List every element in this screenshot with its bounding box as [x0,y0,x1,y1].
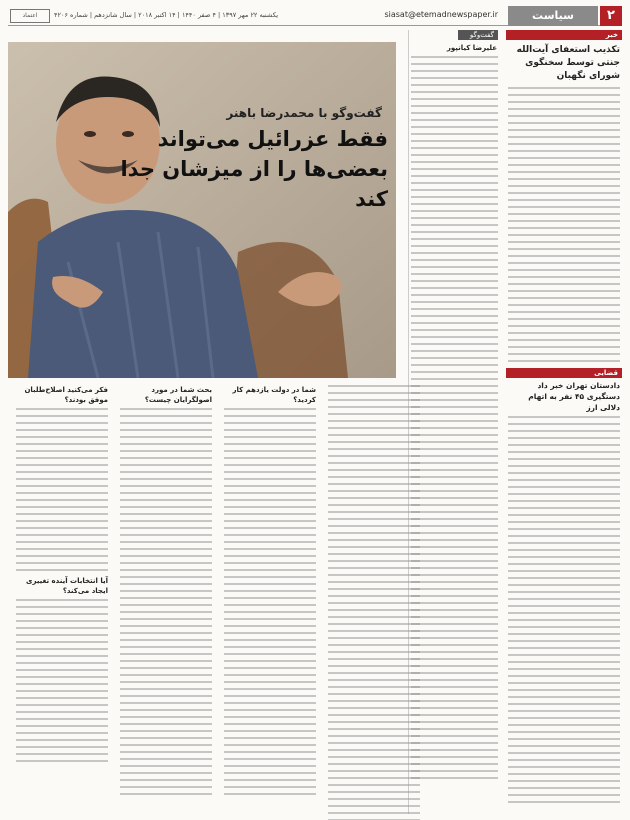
section-label: سیاست [508,6,598,26]
news-kicker-2: قضایی [506,368,622,378]
news-body-2 [508,416,620,803]
article-question-2: بحث شما در مورد اصولگرایان چیست؟ [144,386,212,404]
page-header [8,6,622,26]
interview-article [8,382,422,814]
article-question-4: آیا انتخابات آینده تغییری ایجاد می‌کند؟ [26,577,108,595]
interview-tag: گفت‌وگو [458,30,498,40]
section-email: siasat@etemadnewspaper.ir [384,10,498,19]
article-col-3 [118,382,214,814]
article-col-2 [222,382,318,814]
article-question-3: فکر می‌کنید اصلاح‌طلبان موفق بودند؟ [24,386,108,404]
article-question-1: شما در دولت یازدهم کار کردید؟ [232,386,316,404]
feature-photo-block [8,42,396,378]
news-column [506,30,622,814]
page-number: ۲ [600,6,622,26]
news-kicker: خبر [506,30,622,40]
interview-body [411,56,498,779]
issue-info: یکشنبه ۲۲ مهر ۱۳۹۷ | ۴ صفر ۱۴۴۰ | ۱۴ اکتبر ۲۰۱۸ | سال شانزدهم | شماره ۴۲۰۶ [54,11,279,19]
author-byline: علیرضا کیانپور [446,44,497,52]
news-headline-2: دادستان تهران خبر داد دستگیری ۴۵ نفر به اتهام دلالی ارز [528,381,620,412]
feature-pretitle: گفت‌وگو با محمدرضا باهنر [226,106,382,120]
article-col-4 [14,382,110,814]
feature-title: فقط عزرائیل می‌تواند بعضی‌ها را از میزشان جدا کند [120,127,388,211]
news-body-1 [508,87,620,362]
news-headline-1: تکذیب استعفای آیت‌الله جنتی توسط سخنگوی شورای نگهبان [516,45,620,81]
article-col-1 [326,382,422,814]
newspaper-logo: اعتماد [10,9,50,23]
